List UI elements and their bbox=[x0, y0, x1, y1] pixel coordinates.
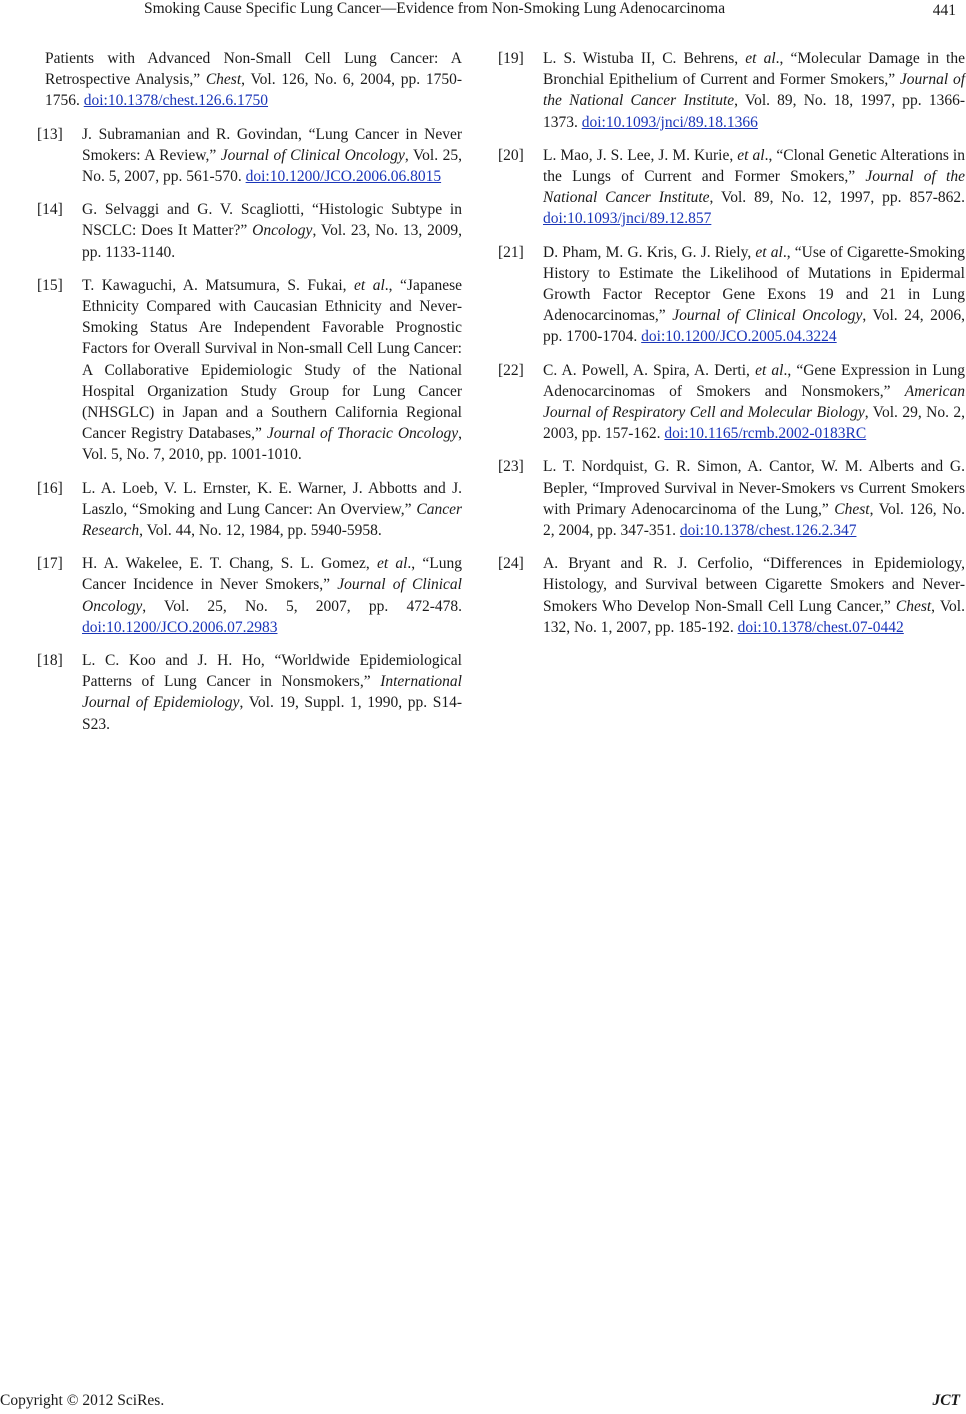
reference-number: [20] bbox=[498, 146, 524, 164]
reference-authors-title: H. A. Wakelee, E. T. Chang, S. L. Gomez, bbox=[82, 555, 377, 573]
reference-title: ., “Lung Cancer Incidence in Never Smokers,” bbox=[82, 555, 462, 594]
reference-title: ., “Japanese Ethnicity Compared with Caucasian Ethnicity and Never-Smoking Status Are Independent Favorable Prognostic Factors for Overall Survival in Non-small Cell Lung Cancer: A Collaborative Epidemiologic Study of the National Hospital Organization Study Group for Lung Cancer (NHSGLC) in Japan and a Southern California Regional Cancer Registry Databases,” bbox=[82, 276, 462, 443]
reference-journal: Journal of the National Cancer Institute bbox=[543, 168, 965, 207]
reference-doi-link[interactable]: doi:10.1165/rcmb.2002-0183RC bbox=[664, 425, 867, 443]
reference-details: , Vol. 44, No. 12, 1984, pp. 5940-5958. bbox=[139, 522, 382, 540]
reference-entry bbox=[37, 553, 462, 638]
reference-number: [22] bbox=[498, 361, 524, 379]
reference-entry bbox=[37, 478, 462, 542]
reference-doi-link[interactable]: doi:10.1378/chest.126.6.1750 bbox=[83, 92, 269, 110]
reference-journal: Chest bbox=[834, 500, 870, 518]
reference-journal: Oncology bbox=[252, 222, 313, 240]
reference-details: , Vol. 89, No. 12, 1997, pp. 857-862. bbox=[709, 189, 966, 207]
reference-entry bbox=[498, 360, 965, 445]
reference-authors-title: Patients with Advanced Non-Small Cell Lung Cancer: A Retrospective Analysis,” bbox=[45, 50, 462, 89]
reference-number: [21] bbox=[498, 243, 524, 261]
reference-et-al: et al bbox=[755, 361, 784, 379]
reference-details: , Vol. 23, No. 13, 2009, pp. 1133-1140. bbox=[82, 222, 462, 261]
reference-entry bbox=[498, 242, 965, 348]
running-title: Smoking Cause Specific Lung Cancer—Evidence from Non-Smoking Lung Adenocarcinoma bbox=[144, 0, 726, 17]
reference-entry bbox=[498, 553, 965, 638]
reference-details: , Vol. 19, Suppl. 1, 1990, pp. S14-S23. bbox=[82, 694, 462, 733]
reference-authors-title: A. Bryant and R. J. Cerfolio, “Differences in Epidemiology, Histology, and Survival between Cigarette Smokers and Never-Smokers Who Develop Non-Small Cell Lung Cancer,” bbox=[543, 555, 965, 615]
reference-entry bbox=[37, 275, 462, 466]
reference-authors-title: G. Selvaggi and G. V. Scagliotti, “Histologic Subtype in NSCLC: Does It Matter?” bbox=[82, 201, 462, 240]
reference-number: [16] bbox=[37, 479, 63, 497]
reference-details: , Vol. 25, No. 5, 2007, pp. 472-478. bbox=[142, 597, 462, 615]
reference-number: [24] bbox=[498, 555, 524, 573]
reference-title: ., “Use of Cigarette-Smoking History to Estimate the Likelihood of Mutations in Epidermal Growth Factor Receptor Gene Exons 19 and 21 in Lung Adenocarcinomas,” bbox=[543, 243, 965, 325]
reference-journal: Chest bbox=[895, 597, 932, 615]
reference-details: , Vol. 132, No. 1, 2007, pp. 185-192. bbox=[543, 597, 965, 636]
reference-number: [23] bbox=[498, 458, 524, 476]
reference-et-al: et al bbox=[755, 243, 783, 261]
reference-entry bbox=[498, 145, 965, 230]
reference-journal: Cancer Research bbox=[82, 500, 462, 540]
reference-et-al: et al bbox=[745, 50, 776, 67]
right-reference-column bbox=[498, 48, 965, 650]
reference-et-al: et al bbox=[376, 555, 408, 573]
reference-entry bbox=[37, 48, 462, 112]
reference-journal: Journal of Clinical Oncology bbox=[220, 146, 405, 164]
reference-doi-link[interactable]: doi:10.1200/JCO.2006.06.8015 bbox=[245, 168, 442, 186]
reference-journal: Journal of Clinical Oncology bbox=[672, 307, 863, 325]
reference-journal: American Journal of Respiratory Cell and Molecular Biology bbox=[543, 382, 965, 422]
reference-title: ., “Gene Expression in Lung Adenocarcinomas of Smokers and Nonsmokers,” bbox=[543, 361, 965, 400]
reference-details: , Vol. 25, No. 5, 2007, pp. 561-570. bbox=[82, 146, 462, 186]
reference-details: , Vol. 126, No. 2, 2004, pp. 347-351. bbox=[543, 500, 966, 540]
reference-authors-title: L. T. Nordquist, G. R. Simon, A. Cantor, W. M. Alberts and G. Bepler, “Improved Survival in Never-Smokers vs Current Smokers with Primary Adenocarcinoma of the Lung,” bbox=[543, 458, 965, 518]
copyright-notice: Copyright © 2012 SciRes. bbox=[0, 1392, 165, 1409]
reference-doi-link[interactable]: doi:10.1093/jnci/89.18.1366 bbox=[581, 113, 758, 131]
reference-entry bbox=[498, 456, 965, 541]
reference-authors-title: C. A. Powell, A. Spira, A. Derti, bbox=[543, 361, 756, 379]
reference-doi-link[interactable]: doi:10.1093/jnci/89.12.857 bbox=[543, 210, 712, 228]
reference-number: [15] bbox=[37, 276, 63, 294]
reference-journal: Journal of Clinical Oncology bbox=[82, 576, 462, 615]
reference-number: [19] bbox=[498, 50, 524, 67]
reference-journal: International Journal of Epidemiology bbox=[82, 673, 462, 712]
reference-entry bbox=[37, 199, 462, 263]
reference-doi-link[interactable]: doi:10.1378/chest.07-0442 bbox=[737, 618, 904, 636]
reference-authors-title: L. C. Koo and J. H. Ho, “Worldwide Epidemiological Patterns of Lung Cancer in Nonsmokers,” bbox=[82, 652, 462, 691]
reference-entry bbox=[37, 124, 462, 188]
reference-doi-link[interactable]: doi:10.1200/JCO.2006.07.2983 bbox=[82, 618, 278, 636]
reference-entry bbox=[37, 650, 462, 735]
reference-details: , Vol. 5, No. 7, 2010, pp. 1001-1010. bbox=[82, 425, 462, 464]
reference-details: , Vol. 126, No. 6, 2004, pp. 1750-1756. bbox=[45, 71, 462, 110]
reference-title: ., “Clonal Genetic Alterations in the Lungs of Current and Former Smokers,” bbox=[543, 146, 965, 186]
reference-details: , Vol. 89, No. 18, 1997, pp. 1366-1373. bbox=[543, 92, 965, 131]
reference-authors-title: L. A. Loeb, V. L. Ernster, K. E. Warner, J. Abbotts and J. Laszlo, “Smoking and Lung Cancer: An Overview,” bbox=[82, 479, 462, 518]
reference-authors-title: D. Pham, M. G. Kris, G. J. Riely, bbox=[543, 243, 756, 261]
reference-authors-title: L. S. Wistuba II, C. Behrens, bbox=[543, 50, 746, 67]
page-number: 441 bbox=[932, 2, 956, 19]
running-header bbox=[0, 0, 966, 24]
reference-number: [14] bbox=[37, 201, 63, 219]
reference-authors-title: J. Subramanian and R. Govindan, “Lung Cancer in Never Smokers: A Review,” bbox=[82, 125, 462, 164]
reference-number: [17] bbox=[37, 555, 63, 573]
reference-journal: Journal of the National Cancer Institute bbox=[543, 71, 966, 110]
reference-entry bbox=[498, 48, 965, 133]
reference-doi-link[interactable]: doi:10.1378/chest.126.2.347 bbox=[679, 522, 857, 540]
reference-number: [18] bbox=[37, 652, 63, 670]
reference-title: ., “Molecular Damage in the Bronchial Epithelium of Current and Former Smokers,” bbox=[543, 50, 965, 89]
reference-et-al: et al bbox=[737, 146, 765, 164]
left-reference-column bbox=[37, 48, 462, 747]
reference-details: , Vol. 29, No. 2, 2003, pp. 157-162. bbox=[543, 404, 965, 443]
reference-et-al: et al bbox=[354, 276, 385, 294]
reference-authors-title: T. Kawaguchi, A. Matsumura, S. Fukai, bbox=[82, 276, 355, 294]
reference-doi-link[interactable]: doi:10.1200/JCO.2005.04.3224 bbox=[641, 328, 837, 346]
reference-details: , Vol. 24, 2006, pp. 1700-1704. bbox=[543, 307, 965, 346]
journal-abbreviation: JCT bbox=[932, 1392, 960, 1409]
reference-number: [13] bbox=[37, 125, 63, 143]
reference-journal: Chest bbox=[205, 71, 242, 89]
reference-authors-title: L. Mao, J. S. Lee, J. M. Kurie, bbox=[543, 146, 738, 164]
page-footer bbox=[0, 1390, 966, 1414]
reference-journal: Journal of Thoracic Oncology bbox=[266, 425, 459, 443]
